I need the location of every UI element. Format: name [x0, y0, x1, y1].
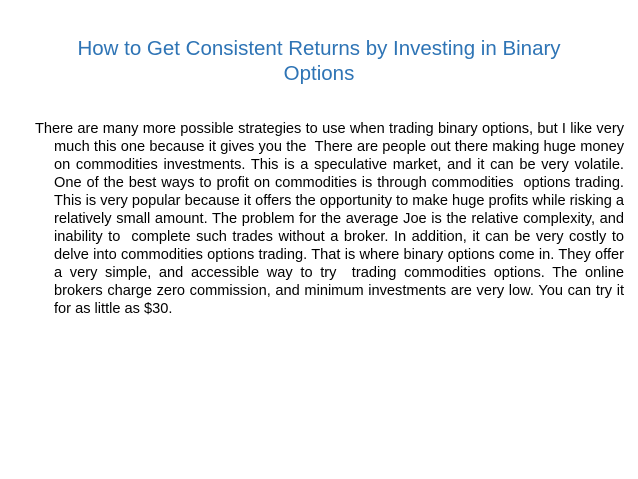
slide-body-text: There are many more possible strategies to use when trading binary options, but I like very much this one because it gives you the There are people out there making huge money on commodities investments. This is a speculative market, and it can be very volatile. One of the best ways to profit on commodities is through commodities options trading. This is very popular because it offers the opportunity to make huge profits while risking a relatively small amount. The problem for the average Joe is the relative complexity, and inability to complete such trades without a broker. In addition, it can be very costly to delve into commodities options trading. That is where binary options come in. They offer a very simple, and accessible way to try trading commodities options. The online brokers charge zero commission, and minimum investments are very low. You can try it for as little as $30. — [35, 121, 629, 317]
slide-title: How to Get Consistent Returns by Investing in Binary Options — [77, 37, 561, 85]
